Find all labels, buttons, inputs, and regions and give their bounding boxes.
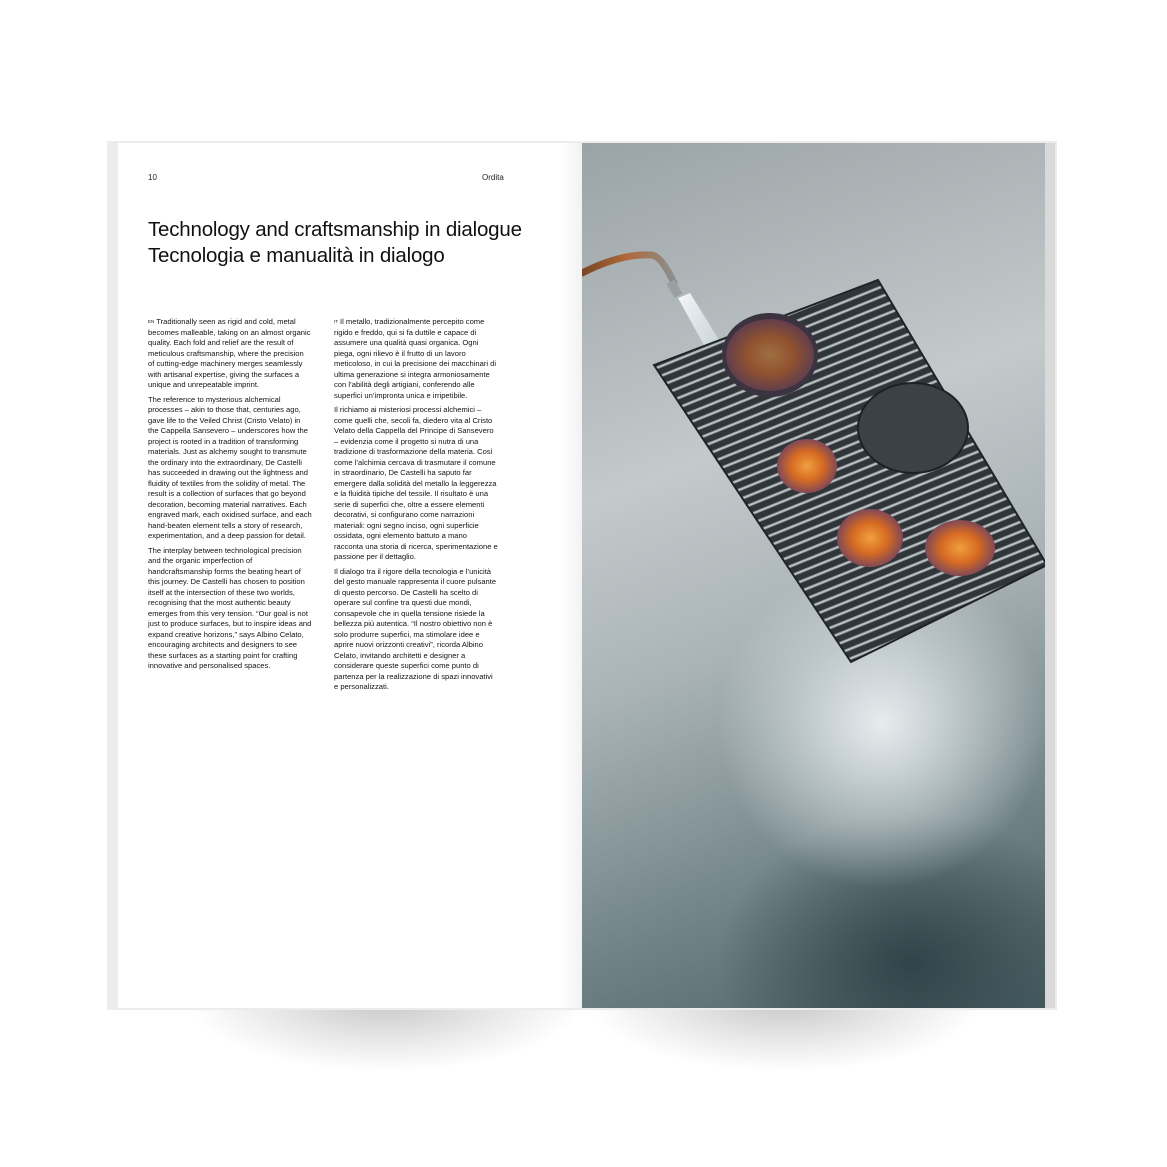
language-tag-it: IT	[334, 319, 338, 324]
title-english: Technology and craftsmanship in dialogue	[148, 218, 522, 241]
language-tag-en: EN	[148, 319, 155, 324]
english-paragraph: The reference to mysterious alchemical processes – akin to those that, centuries ago, gave life to the Veiled Christ (Cristo Velato) in the Cappella Sansevero – underscores how the project is rooted in a tradition of transforming materials. Just as alchemy sought to transmute the ordinary into the extraordinary, De Castelli has succeeded in drawing out the lightness and fluidity of textiles from the solidity of metal. The result is a collection of surfaces that go beyond decoration, becoming material narratives. Each engraved mark, each oxidised surface, and each hand-beaten element tells a story of research, experimentation, and a deep passion for detail.	[148, 394, 312, 540]
oxide-pebble	[837, 509, 903, 567]
english-paragraph: $^{EN}$ Traditionally seen as rigid and cold, metal becomes malleable, taking on an almost organic quality. Each fold and relief are the result of meticulous craftsmanship, where the precision of cutting-edge machinery merges seamlessly with artisanal expertise, giving the surfaces a unique and unrepeatable imprint.	[148, 317, 311, 389]
product-photo	[582, 143, 1045, 1008]
italian-paragraph: $^{IT}$ Il metallo, tradizionalmente percepito come rigido e freddo, qui si fa duttile e capace di assumere una qualità quasi organica. Ogni piega, ogni rilievo è il frutto di un lavoro meticoloso, in cui la precisione dei macchinari di ultima generazione si integra armoniosamente con l’abilità degli artigiani, conferendo alle superfici un’impronta unica e irripetibile.	[334, 317, 497, 400]
page-shadow-right	[590, 1000, 980, 1070]
page-number: 10	[148, 173, 157, 182]
article-title	[148, 217, 568, 269]
page-edge-right	[1045, 143, 1055, 1008]
running-head: Ordita	[482, 173, 504, 182]
italian-paragraph: Il richiamo ai misteriosi processi alchemici – come quelli che, secoli fa, diedero vita al Cristo Velato della Cappella del Principe di Sansevero – evidenzia come il progetto si nutra di una tradizione di trasformazione della materia. Così come l’alchimia cercava di trasmutare il comune in straordinario, De Castelli ha saputo far emergere dalla solidità del metallo la leggerezza e la fluidità tipiche del tessile. Il risultato è una serie di superfici che, oltre a essere elementi decorativi, si configurano come narrazioni materiali: ogni segno inciso, ogni superficie ossidata, ogni elemento battuto a mano racconta una storia di ricerca, sperimentazione e passione per il dettaglio.	[334, 405, 498, 561]
photo-illustration	[582, 143, 1045, 1008]
italian-paragraph: Il dialogo tra il rigore della tecnologia e l’unicità del gesto manuale rappresenta il cuore pulsante di questo percorso. De Castelli ha scelto di operare sul confine tra questi due mondi, consapevole che in quella tensione risiede la bellezza più autentica. “Il nostro obiettivo non è solo produrre superfici, ma stimolare idee e aprire nuovi orizzonti creativi”, ricorda Albino Celato, invitando architetti e designer a considerare queste superfici come punto di partenza per la realizzazione di spazi innovativi e personalizzati.	[334, 566, 497, 691]
title-italian: Tecnologia e manualità in dialogo	[148, 244, 445, 267]
english-paragraph: The interplay between technological precision and the organic imperfection of handcraftsmanship forms the beating heart of this journey. De Castelli has chosen to position itself at the intersection of these two worlds, recognising that the most authentic beauty emerges from this very tension. “Our goal is not just to produce surfaces, but to inspire ideas and expand creative horizons,” says Albino Celato, encouraging architects and designers to see these surfaces as a starting point for crafting innovative and personalised spaces.	[148, 545, 312, 670]
english-column	[148, 317, 312, 676]
italian-column	[334, 317, 498, 697]
oxide-pebble	[925, 520, 995, 576]
oxide-pebble	[777, 439, 837, 493]
page-gutter	[560, 143, 582, 1008]
page-shadow-left	[190, 1000, 580, 1070]
steel-disc	[858, 383, 968, 473]
torch-pipe	[582, 255, 674, 283]
oxide-disc-sheen	[726, 319, 814, 391]
torch-tip	[667, 280, 683, 298]
